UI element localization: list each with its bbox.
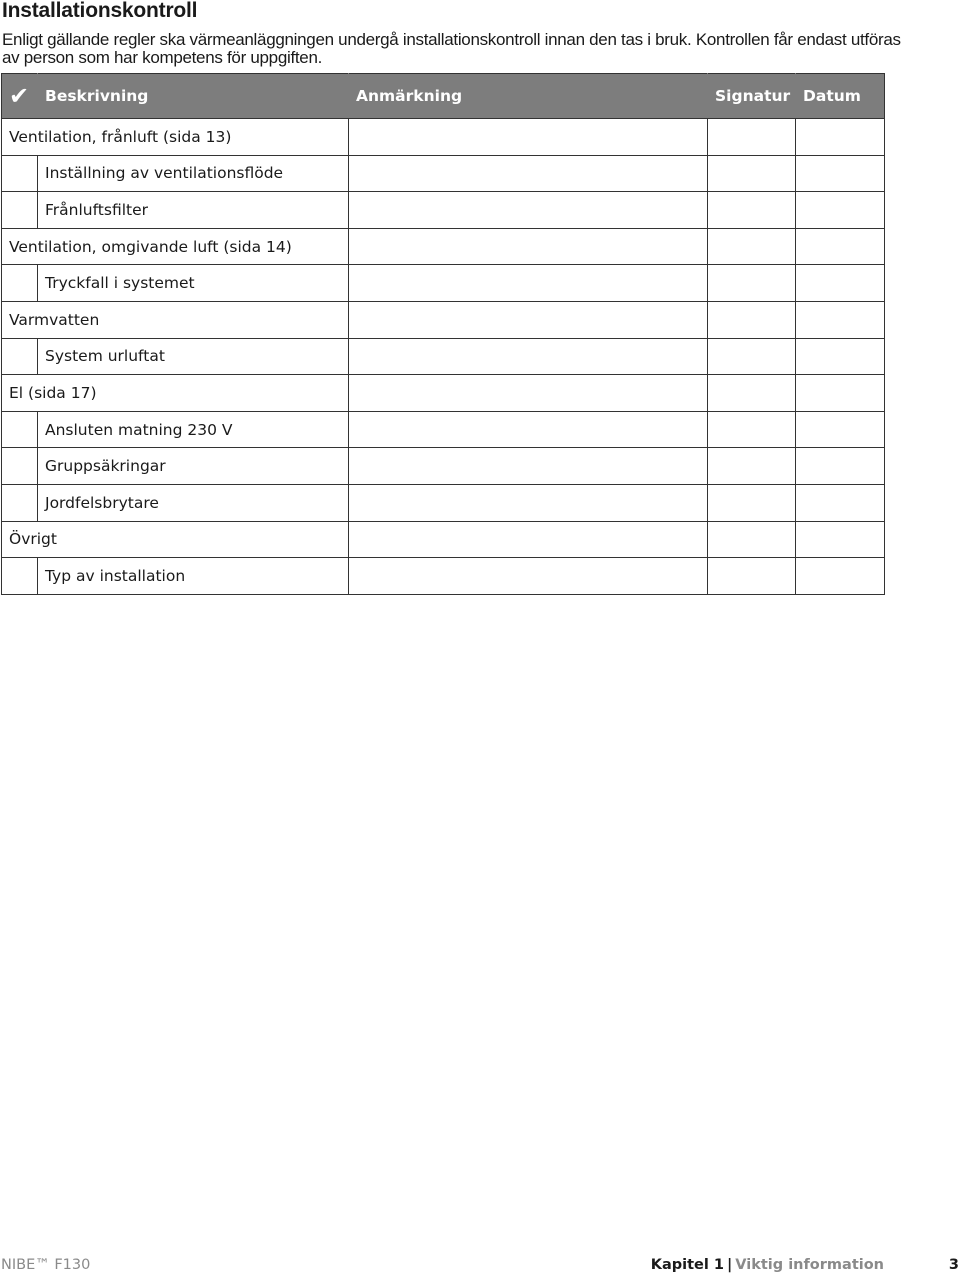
footer-chapter-info	[651, 1257, 884, 1273]
item-description: System urluftat	[38, 338, 349, 375]
signature-cell	[708, 448, 796, 485]
check-cell	[2, 558, 38, 595]
remark-cell	[349, 484, 708, 521]
remark-cell	[349, 119, 708, 156]
checklist-item-row	[2, 192, 885, 229]
remark-cell	[349, 375, 708, 412]
header-description: Beskrivning	[38, 74, 349, 119]
date-cell	[796, 411, 885, 448]
item-description: Gruppsäkringar	[38, 448, 349, 485]
checklist-item-row	[2, 338, 885, 375]
checklist-item-row	[2, 484, 885, 521]
header-signature: Signatur	[708, 74, 796, 119]
date-cell	[796, 265, 885, 302]
header-remark: Anmärkning	[349, 74, 708, 119]
checklist-item-row	[2, 558, 885, 595]
signature-cell	[708, 119, 796, 156]
checklist-item-row	[2, 411, 885, 448]
signature-cell	[708, 484, 796, 521]
section-label: Övrigt	[2, 521, 349, 558]
item-description: Inställning av ventilationsflöde	[38, 155, 349, 192]
signature-cell	[708, 265, 796, 302]
signature-cell	[708, 155, 796, 192]
section-label: Varmvatten	[2, 301, 349, 338]
item-description: Tryckfall i systemet	[38, 265, 349, 302]
installation-checklist-table	[1, 73, 885, 595]
date-cell	[796, 301, 885, 338]
date-cell	[796, 338, 885, 375]
page-footer	[0, 1256, 960, 1276]
footer-page-number: 3	[948, 1257, 959, 1273]
date-cell	[796, 521, 885, 558]
section-row	[2, 228, 885, 265]
date-cell	[796, 228, 885, 265]
section-label: Ventilation, omgivande luft (sida 14)	[2, 228, 349, 265]
date-cell	[796, 448, 885, 485]
check-cell	[2, 155, 38, 192]
footer-section: Viktig information	[735, 1257, 884, 1273]
remark-cell	[349, 301, 708, 338]
item-description: Jordfelsbrytare	[38, 484, 349, 521]
header-check-cell	[2, 74, 38, 119]
checkmark-icon: ✔	[9, 82, 30, 110]
checklist-item-row	[2, 265, 885, 302]
footer-chapter: Kapitel 1	[650, 1257, 724, 1273]
check-cell	[2, 192, 38, 229]
checklist-body	[2, 119, 885, 595]
item-description: Frånluftsfilter	[38, 192, 349, 229]
check-cell	[2, 448, 38, 485]
remark-cell	[349, 265, 708, 302]
page-title: Installationskontroll	[2, 0, 198, 22]
remark-cell	[349, 228, 708, 265]
check-cell	[2, 265, 38, 302]
remark-cell	[349, 192, 708, 229]
section-label: Ventilation, frånluft (sida 13)	[2, 119, 349, 156]
checklist-item-row	[2, 155, 885, 192]
signature-cell	[708, 301, 796, 338]
item-description: Ansluten matning 230 V	[38, 411, 349, 448]
checklist-item-row	[2, 448, 885, 485]
signature-cell	[708, 375, 796, 412]
date-cell	[796, 119, 885, 156]
footer-separator: |	[727, 1257, 733, 1273]
signature-cell	[708, 558, 796, 595]
remark-cell	[349, 155, 708, 192]
intro-text: Enligt gällande regler ska värmeanläggningen undergå installationskontroll innan den tas i bruk. Kontrollen får endast utföras av person som har kompetens för uppgiften.	[2, 30, 901, 67]
check-cell	[2, 411, 38, 448]
date-cell	[796, 375, 885, 412]
item-description: Typ av installation	[38, 558, 349, 595]
signature-cell	[708, 411, 796, 448]
remark-cell	[349, 448, 708, 485]
section-row	[2, 521, 885, 558]
section-row	[2, 301, 885, 338]
remark-cell	[349, 411, 708, 448]
table-header-row	[2, 74, 885, 119]
footer-product: NIBE™ F130	[1, 1257, 91, 1273]
remark-cell	[349, 521, 708, 558]
check-cell	[2, 338, 38, 375]
header-date: Datum	[796, 74, 885, 119]
date-cell	[796, 155, 885, 192]
check-cell	[2, 484, 38, 521]
date-cell	[796, 484, 885, 521]
date-cell	[796, 558, 885, 595]
remark-cell	[349, 338, 708, 375]
remark-cell	[349, 558, 708, 595]
signature-cell	[708, 338, 796, 375]
section-label: El (sida 17)	[2, 375, 349, 412]
signature-cell	[708, 228, 796, 265]
section-row	[2, 119, 885, 156]
signature-cell	[708, 192, 796, 229]
signature-cell	[708, 521, 796, 558]
date-cell	[796, 192, 885, 229]
section-row	[2, 375, 885, 412]
